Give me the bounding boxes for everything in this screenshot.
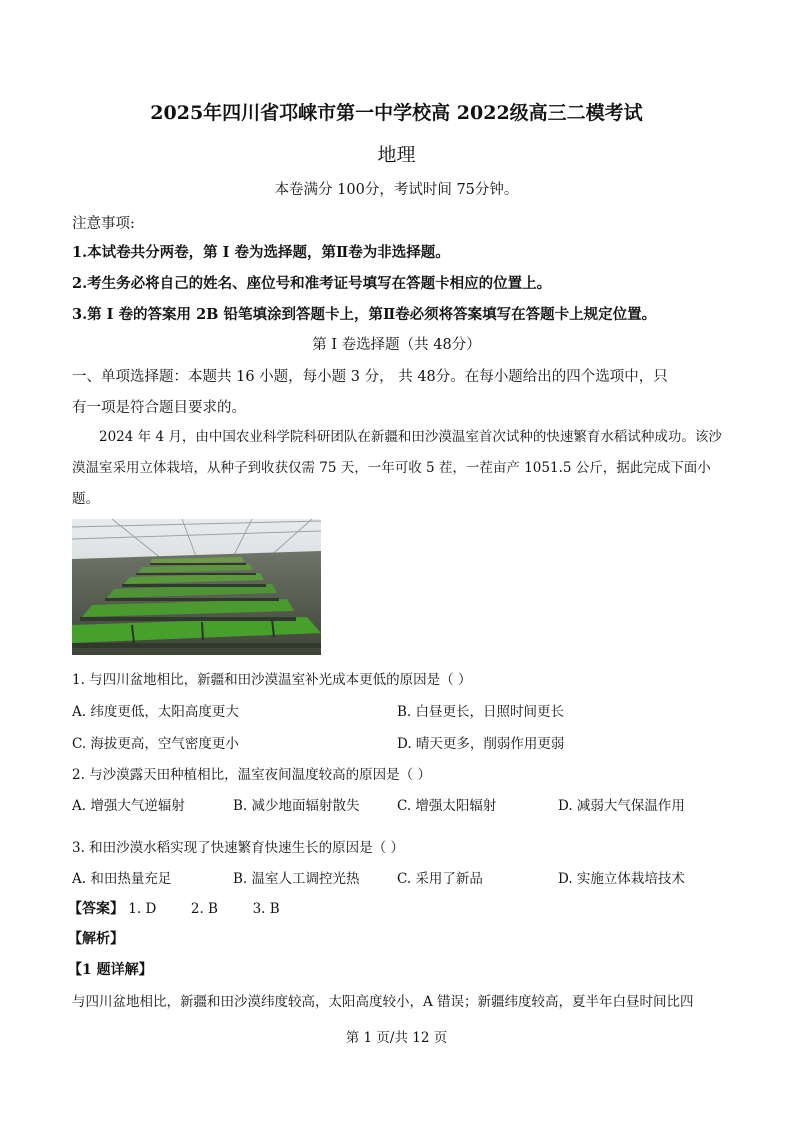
section-title: 第 Ⅰ 卷选择题（共 48分） bbox=[312, 337, 481, 353]
question-3-option-a: A. 和田热量充足 bbox=[72, 871, 172, 887]
question-3-stem: 3. 和田沙漠水稻实现了快速繁育快速生长的原因是（ ） bbox=[72, 840, 404, 856]
answer-value-3: 3. B bbox=[252, 901, 280, 917]
question-3-option-d: D. 实施立体栽培技术 bbox=[558, 871, 685, 887]
exam-meta: 本卷满分 100分，考试时间 75分钟。 bbox=[274, 182, 519, 198]
answer-value-2: 2. B bbox=[190, 901, 218, 917]
subject-title: 地理 bbox=[377, 144, 416, 166]
question-1-option-a: A. 纬度更低，太阳高度更大 bbox=[72, 704, 239, 720]
analysis-tag: 【解析】 bbox=[68, 931, 124, 947]
greenhouse-rice-photo bbox=[72, 519, 321, 655]
page-footer: 第 1 页/共 12 页 bbox=[345, 1030, 448, 1046]
greenhouse-image-icon bbox=[72, 519, 321, 655]
question-1-option-c: C. 海拔更高，空气密度更小 bbox=[72, 736, 239, 752]
analysis-text: 与四川盆地相比，新疆和田沙漠纬度较高，太阳高度较小，A 错误；新疆纬度较高，夏半年白昼时间比四 bbox=[72, 994, 694, 1010]
section-intro-line2: 有一项是符合题目要求的。 bbox=[72, 400, 246, 416]
answer-tag: 【答案】 bbox=[68, 901, 124, 917]
note-item-1: 1.本试卷共分两卷，第 Ⅰ 卷为选择题，第Ⅱ卷为非选择题。 bbox=[72, 244, 450, 261]
note-item-3: 3.第 Ⅰ 卷的答案用 2B 铅笔填涂到答题卡上，第Ⅱ卷必须将答案填写在答题卡上规定位置。 bbox=[72, 306, 657, 323]
question-2-stem: 2. 与沙漠露天田种植相比，温室夜间温度较高的原因是（ ） bbox=[72, 767, 431, 783]
question-2-option-c: C. 增强太阳辐射 bbox=[397, 798, 497, 814]
question-2-option-d: D. 减弱大气保温作用 bbox=[558, 798, 685, 814]
question-1-option-b: B. 白昼更长，日照时间更长 bbox=[397, 704, 565, 720]
question-2-option-a: A. 增强大气逆辐射 bbox=[72, 798, 185, 814]
question-1-option-d: D. 晴天更多，削弱作用更弱 bbox=[397, 736, 565, 752]
answer-line bbox=[68, 898, 280, 918]
question-3-option-b: B. 温室人工调控光热 bbox=[233, 871, 360, 887]
exam-title: 2025年四川省邛崃市第一中学校高 2022级高三二模考试 bbox=[150, 102, 643, 124]
question-2-option-b: B. 减少地面辐射散失 bbox=[233, 798, 360, 814]
passage-text: 2024 年 4 月，由中国农业科学院科研团队在新疆和田沙漠温室首次试种的快速繁育水稻试种成功。该沙漠温室采用立体栽培，从种子到收获仅需 75 天，一年可收 5 茬，一茬亩产 1051.5 公斤，据此完成下面小题。 bbox=[72, 429, 722, 507]
answer-value-1: 1. D bbox=[128, 901, 157, 917]
note-item-2: 2.考生务必将自己的姓名、座位号和准考证号填写在答题卡相应的位置上。 bbox=[72, 275, 552, 292]
analysis-detail-tag: 【1 题详解】 bbox=[68, 962, 153, 978]
question-3-option-c: C. 采用了新品 bbox=[397, 871, 483, 887]
question-1-stem: 1. 与四川盆地相比，新疆和田沙漠温室补光成本更低的原因是（ ） bbox=[72, 672, 472, 688]
section-intro-line1: 一、单项选择题：本题共 16 小题，每小题 3 分， 共 48分。在每小题给出的四个选项中，只 bbox=[72, 369, 668, 385]
notes-heading: 注意事项: bbox=[72, 216, 135, 232]
